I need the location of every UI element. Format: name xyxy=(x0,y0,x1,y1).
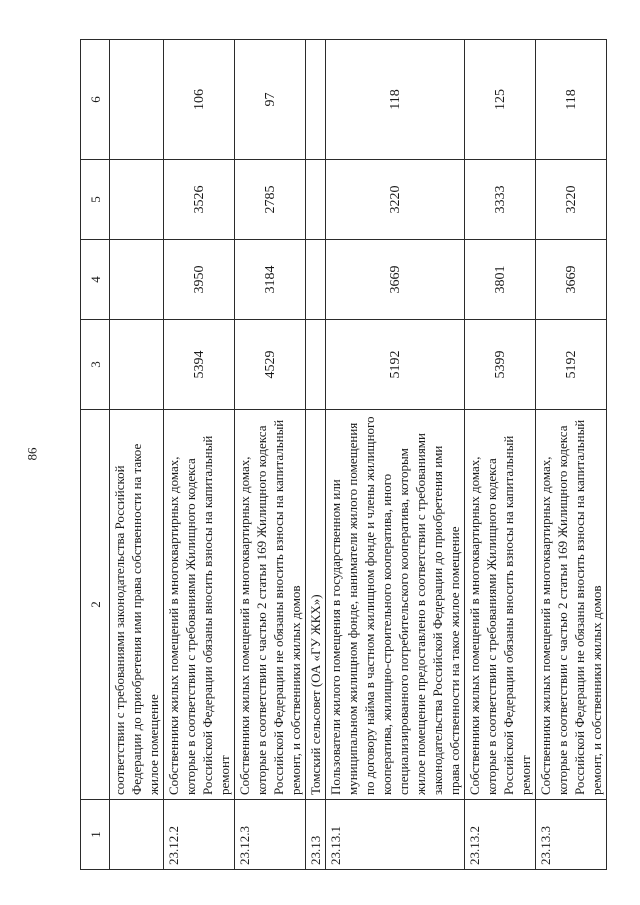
row-value-6 xyxy=(110,40,164,160)
row-value-3: 4529 xyxy=(235,320,306,410)
row-number: 23.13.3 xyxy=(536,800,607,870)
header-cell-3: 3 xyxy=(81,320,110,410)
row-description: Собственники жилых помещений в многоквартирных домах, которые в соответствии с требованиями Жилищного кодекса Российской Федерации обязаны вносить взносы на капитальный ремонт xyxy=(164,410,235,800)
table-frame xyxy=(80,40,610,870)
row-description: Собственники жилых помещений в многоквартирных домах, которые в соответствии с частью 2 статьи 169 Жилищного кодекса Российской Федерации не обязаны вносить взносы на капитальный ремонт, и собственники жилых домов xyxy=(235,410,306,800)
row-value-6: 125 xyxy=(465,40,536,160)
table-row xyxy=(164,40,235,870)
row-value-5: 2785 xyxy=(235,160,306,240)
header-cell-5: 5 xyxy=(81,160,110,240)
row-number: 23.13.2 xyxy=(465,800,536,870)
row-value-5 xyxy=(306,160,326,240)
row-value-5: 3220 xyxy=(326,160,465,240)
row-value-5 xyxy=(110,160,164,240)
row-value-6 xyxy=(306,40,326,160)
row-value-3: 5399 xyxy=(465,320,536,410)
row-number: 23.12.2 xyxy=(164,800,235,870)
table-row xyxy=(235,40,306,870)
row-value-3: 5394 xyxy=(164,320,235,410)
tariff-table xyxy=(80,39,607,870)
row-value-6: 97 xyxy=(235,40,306,160)
row-description: соответствии с требованиями законодательства Российской Федерации до приобретения ими права собственности на такое жилое помещение xyxy=(110,410,164,800)
row-value-5: 3333 xyxy=(465,160,536,240)
row-description: Собственники жилых помещений в многоквартирных домах, которые в соответствии с требованиями Жилищного кодекса Российской Федерации обязаны вносить взносы на капитальный ремонт xyxy=(465,410,536,800)
row-value-6: 118 xyxy=(326,40,465,160)
row-value-5: 3220 xyxy=(536,160,607,240)
header-cell-1: 1 xyxy=(81,800,110,870)
table-rotated xyxy=(80,40,610,870)
header-row xyxy=(81,40,110,870)
row-value-4: 3669 xyxy=(536,240,607,320)
header-cell-2: 2 xyxy=(81,410,110,800)
row-number: 23.12.3 xyxy=(235,800,306,870)
row-value-3: 5192 xyxy=(326,320,465,410)
table-row xyxy=(306,40,326,870)
row-number xyxy=(110,800,164,870)
table-row xyxy=(326,40,465,870)
row-value-4: 3801 xyxy=(465,240,536,320)
row-value-4: 3184 xyxy=(235,240,306,320)
row-value-3 xyxy=(306,320,326,410)
table-row xyxy=(536,40,607,870)
row-value-6: 118 xyxy=(536,40,607,160)
row-value-3: 5192 xyxy=(536,320,607,410)
row-value-6: 106 xyxy=(164,40,235,160)
row-value-4: 3669 xyxy=(326,240,465,320)
row-number: 23.13 xyxy=(306,800,326,870)
row-value-4 xyxy=(306,240,326,320)
row-description: Пользователи жилого помещения в государственном или муниципальном жилищном фонде, наниматели жилого помещения по договору найма в частном жилищном фонде и члены жилищного кооператива, жилищно-строительного кооператива, иного специализированного потребительского кооператива, которым жилое помещение предоставлено в соответствии с требованиями законодательства Российской Федерации до приобретения ими права собственности на такое жилое помещение xyxy=(326,410,465,800)
row-value-4: 3950 xyxy=(164,240,235,320)
page-number: 86 xyxy=(24,447,40,461)
header-cell-4: 4 xyxy=(81,240,110,320)
table-row xyxy=(110,40,164,870)
row-value-5: 3526 xyxy=(164,160,235,240)
header-cell-6: 6 xyxy=(81,40,110,160)
row-number: 23.13.1 xyxy=(326,800,465,870)
table-row xyxy=(465,40,536,870)
row-description: Собственники жилых помещений в многоквартирных домах, которые в соответствии с частью 2 статьи 169 Жилищного кодекса Российской Федерации не обязаны вносить взносы на капитальный ремонт, и собственники жилых домов xyxy=(536,410,607,800)
row-description: Томский сельсовет (ОА «ГУ ЖКХ») xyxy=(306,410,326,800)
row-value-3 xyxy=(110,320,164,410)
row-value-4 xyxy=(110,240,164,320)
